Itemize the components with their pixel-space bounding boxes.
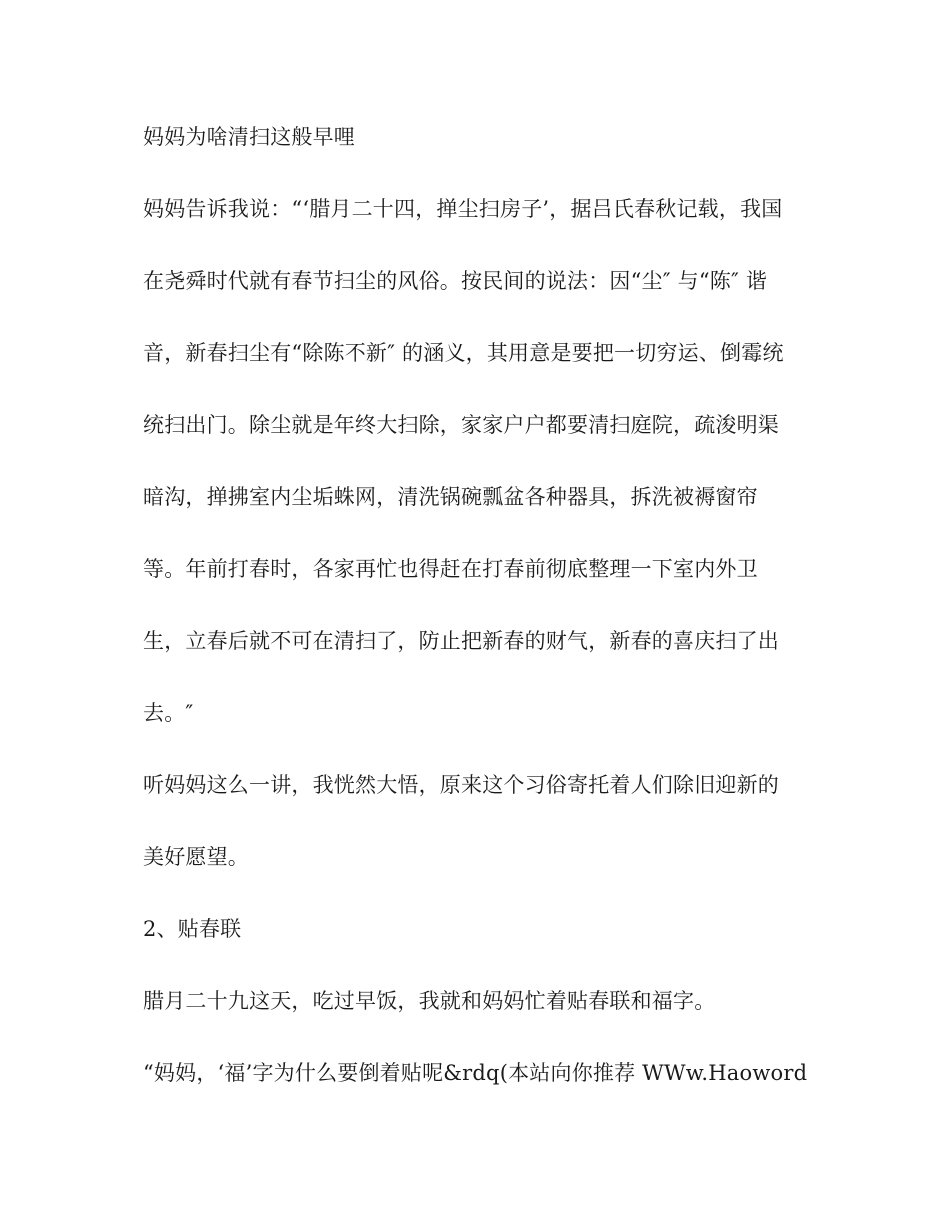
text-line: 腊月二十九这天，吃过早饭，我就和妈妈忙着贴春联和福字。 — [143, 989, 716, 1013]
text-line: 等。年前打春时，各家再忙也得赶在打春前彻底整理一下室内外卫 — [143, 557, 758, 581]
text-line: 在尧舜时代就有春节扫尘的风俗。按民间的说法：因“尘″ 与“陈″ 谐 — [143, 269, 768, 293]
line-spacer — [143, 1016, 823, 1058]
line-spacer — [143, 368, 823, 410]
line-spacer — [143, 872, 823, 914]
text-line: 暗沟，掸拂室内尘垢蛛网，清洗锅碗瓢盆各种器具，拆洗被褥窗帘 — [143, 485, 758, 509]
text-line: 妈妈告诉我说：“‘腊月二十四，掸尘扫房子’，据吕氏春秋记载，我国 — [143, 197, 783, 221]
line-spacer — [143, 440, 823, 482]
text-line: 听妈妈这么一讲，我恍然大悟，原来这个习俗寄托着人们除旧迎新的 — [143, 773, 779, 797]
text-line: “妈妈，‘福’字为什么要倒着贴呢&rdq(本站向你推荐 WWw.Haoword — [143, 1061, 808, 1085]
text-line-heading-question: 妈妈为啥清扫这般早哩 — [143, 125, 355, 149]
line-spacer — [143, 944, 823, 986]
line-spacer — [143, 224, 823, 266]
text-line: 美好愿望。 — [143, 845, 249, 869]
section-heading: 2、贴春联 — [143, 917, 242, 941]
line-spacer — [143, 728, 823, 770]
text-line: 音，新春扫尘有“除陈不新″ 的涵义，其用意是要把一切穷运、倒霉统 — [143, 341, 784, 365]
line-spacer — [143, 296, 823, 338]
line-spacer — [143, 152, 823, 194]
line-spacer — [143, 584, 823, 626]
line-spacer — [143, 512, 823, 554]
document-body — [143, 122, 823, 1088]
text-line: 生，立春后就不可在清扫了，防止把新春的财气，新春的喜庆扫了出 — [143, 629, 779, 653]
line-spacer — [143, 800, 823, 842]
text-line: 统扫出门。除尘就是年终大扫除，家家户户都要清扫庭院，疏浚明渠 — [143, 413, 779, 437]
text-line: 去。″ — [143, 701, 194, 725]
line-spacer — [143, 656, 823, 698]
